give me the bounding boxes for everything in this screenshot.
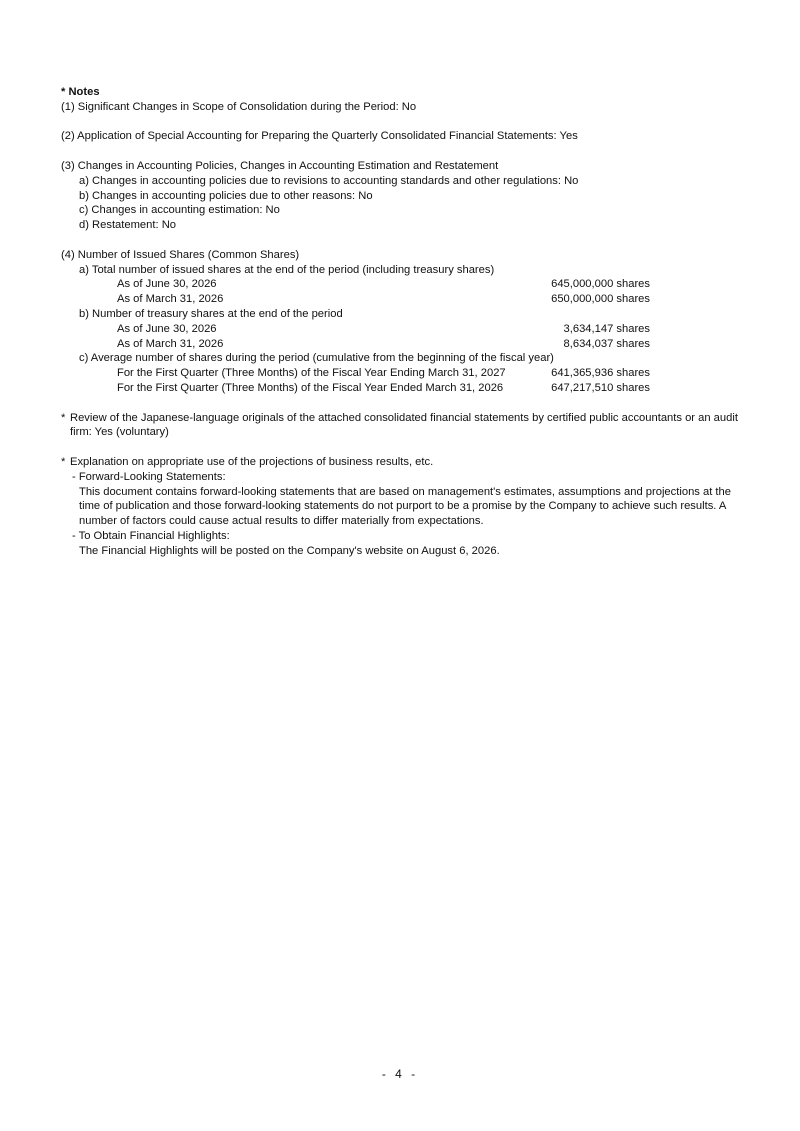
forward-looking-text: This document contains forward-looking statements that are based on management's estimates, assumptions and projections at the time of publication and those forward-looking statements do not purport to be a promise by the Company to achieve such results. A number of factors could cause actual results to differ materially from expectations. xyxy=(79,485,731,528)
shares-row xyxy=(61,337,741,352)
note-special-accounting: (2) Application of Special Accounting for Preparing the Quarterly Consolidated Financial Statements: Yes xyxy=(61,130,578,143)
shares-row-label: For the First Quarter (Three Months) of the Fiscal Year Ending March 31, 2027 xyxy=(117,367,506,380)
shares-row-label: For the First Quarter (Three Months) of the Fiscal Year Ended March 31, 2026 xyxy=(117,381,504,394)
notes-title: * Notes xyxy=(61,86,100,98)
review-note xyxy=(61,411,741,441)
note-scope-consolidation: (1) Significant Changes in Scope of Consolidation during the Period: No xyxy=(61,100,417,113)
issued-shares-heading: (4) Number of Issued Shares (Common Shares) xyxy=(61,248,300,261)
issued-shares-total-label: a) Total number of issued shares at the end of the period (including treasury shares) xyxy=(79,263,495,276)
asterisk-marker: * xyxy=(61,455,66,468)
treasury-shares-label: b) Number of treasury shares at the end of the period xyxy=(79,307,343,320)
shares-row xyxy=(61,366,741,381)
page-number: - 4 - xyxy=(381,1067,419,1081)
financial-highlights-text: The Financial Highlights will be posted on the Company's website on August 6, 2026. xyxy=(79,544,500,557)
shares-row-value: 8,634,037 shares xyxy=(563,337,650,350)
shares-row-value: 645,000,000 shares xyxy=(551,278,650,291)
average-shares-label: c) Average number of shares during the period (cumulative from the beginning of the fiscal year) xyxy=(79,352,554,365)
financial-highlights-heading: - To Obtain Financial Highlights: xyxy=(72,529,230,542)
shares-row-value: 3,634,147 shares xyxy=(563,322,650,335)
forward-looking-heading: - Forward-Looking Statements: xyxy=(72,470,226,483)
asterisk-marker: * xyxy=(61,411,66,424)
note-accounting-policies-heading: (3) Changes in Accounting Policies, Changes in Accounting Estimation and Restatement xyxy=(61,159,499,172)
shares-row-label: As of March 31, 2026 xyxy=(117,337,224,350)
note-policies-d: d) Restatement: No xyxy=(79,219,177,232)
shares-row-value: 641,365,936 shares xyxy=(551,367,650,380)
note-policies-b: b) Changes in accounting policies due to other reasons: No xyxy=(79,189,373,202)
document-page xyxy=(61,85,741,559)
projections-note xyxy=(61,455,741,470)
shares-row-label: As of March 31, 2026 xyxy=(117,293,224,306)
note-policies-c: c) Changes in accounting estimation: No xyxy=(79,204,280,217)
shares-row xyxy=(61,381,741,396)
shares-row-label: As of June 30, 2026 xyxy=(117,322,217,335)
shares-row xyxy=(61,292,741,307)
shares-row-value: 650,000,000 shares xyxy=(551,293,650,306)
shares-row xyxy=(61,322,741,337)
shares-row xyxy=(61,277,741,292)
shares-row-label: As of June 30, 2026 xyxy=(117,278,217,291)
projections-heading: Explanation on appropriate use of the projections of business results, etc. xyxy=(70,455,434,468)
note-policies-a: a) Changes in accounting policies due to revisions to accounting standards and other regulations: No xyxy=(79,174,579,187)
shares-row-value: 647,217,510 shares xyxy=(551,381,650,394)
review-note-text: Review of the Japanese-language originals of the attached consolidated financial statements by certified public accountants or an audit firm: Yes (voluntary) xyxy=(70,411,738,439)
